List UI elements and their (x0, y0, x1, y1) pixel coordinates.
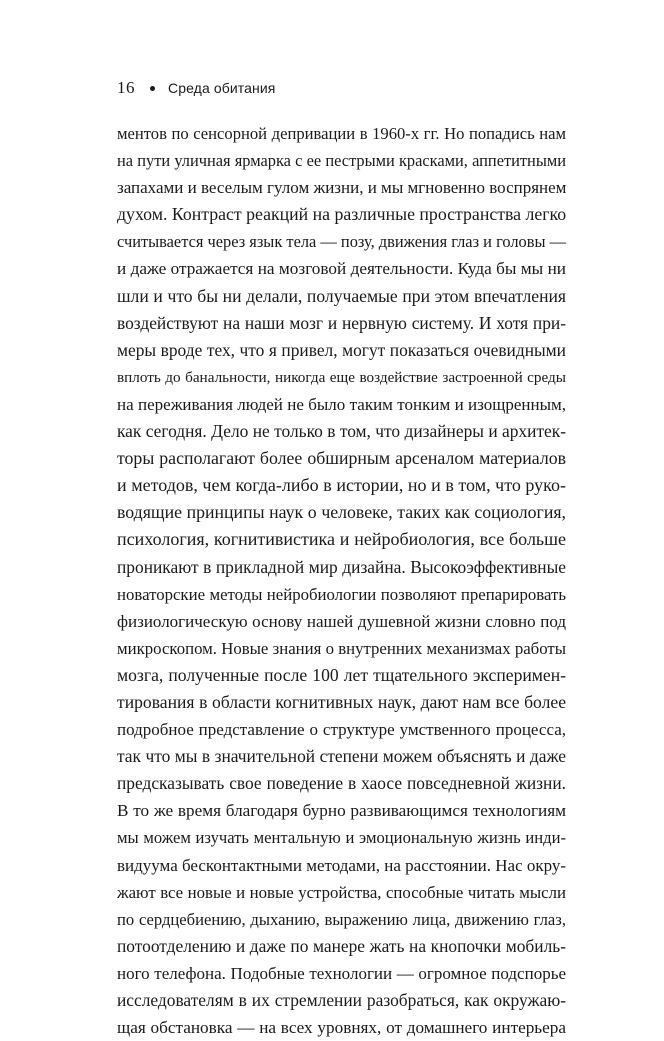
text-line: вплоть до банальности, никогда еще воздействие застроенной среды (117, 368, 566, 386)
text-line: В то же время благодаря бурно развивающимся технологиям (117, 801, 566, 821)
text-line: воздействуют на наши мозг и нервную систему. И хотя при- (117, 312, 566, 333)
bullet-separator-icon (150, 86, 155, 91)
text-line: шли и что бы ни делали, получаемые при этом впечатления (117, 285, 566, 306)
text-line: мозга, полученные после 100 лет тщательного эксперимен- (117, 664, 566, 685)
text-line: ментов по сенсорной депривации в 1960-х гг. Но попадись нам (117, 124, 566, 143)
text-line: проникают в прикладной мир дизайна. Высокоэффективные (117, 556, 566, 577)
text-line: мы можем изучать ментальную и эмоциональную жизнь инди- (117, 828, 566, 848)
text-line: на переживания людей не было таким тонким и изощренным, (117, 394, 566, 414)
text-line: как сегодня. Дело не только в том, что дизайнеры и архитек- (117, 421, 566, 442)
text-line: видуума бесконтактными методами, на расстоянии. Нас окру- (117, 855, 567, 875)
section-title: Среда обитания (168, 80, 276, 96)
text-line: ного телефона. Подобные технологии — огромное подспорье (117, 963, 566, 983)
text-line: подробное представление о структуре умственного процесса, (117, 720, 566, 740)
text-line: и даже отражается на мозговой деятельности. Куда бы мы ни (117, 259, 566, 279)
text-line: духом. Контраст реакций на различные пространства легко (117, 204, 567, 225)
text-line: психология, когнитивистика и нейробиология, все больше (117, 529, 566, 550)
text-line: водящие принципы наук о человеке, таких как социология, (117, 502, 566, 523)
text-line: физиологическую основу нашей душевной жизни словно под (117, 611, 566, 631)
text-line: торы располагают более обширным арсеналом материалов (117, 448, 566, 469)
text-line: меры вроде тех, что я привел, могут показаться очевидными (117, 339, 566, 360)
running-head (117, 78, 275, 98)
text-line: так что мы в значительной степени можем объяснять и даже (117, 746, 566, 767)
body-text (117, 120, 566, 1041)
text-line: и методов, чем когда-либо в истории, но и в том, что руко- (117, 475, 566, 496)
text-line: предсказывать свое поведение в хаосе повседневной жизни. (117, 773, 566, 794)
text-line: запахами и веселым гулом жизни, и мы мгновенно воспрянем (117, 178, 567, 198)
text-line: на пути уличная ярмарка с ее пестрыми красками, аппетитными (117, 151, 566, 171)
text-line: тирования в области когнитивных наук, дают нам все более (117, 691, 566, 712)
text-line: щая обстановка — на всех уровнях, от домашнего интерьера (117, 1018, 566, 1038)
page-number: 16 (117, 78, 135, 97)
text-line: жают все новые и новые устройства, способные читать мысли (117, 882, 566, 902)
text-line: исследователям в их стремлении разобраться, как окружаю- (117, 990, 566, 1010)
text-line: микроскопом. Новые знания о внутренних механизмах работы (117, 638, 566, 658)
text-line: по сердцебиению, дыханию, выражению лица, движению глаз, (117, 909, 566, 929)
text-line: потоотделению и даже по манере жать на кнопочки мобиль- (117, 935, 566, 956)
text-line: новаторские методы нейробиологии позволяют препарировать (117, 584, 566, 604)
text-line: считывается через язык тела — позу, движения глаз и головы — (117, 232, 566, 252)
